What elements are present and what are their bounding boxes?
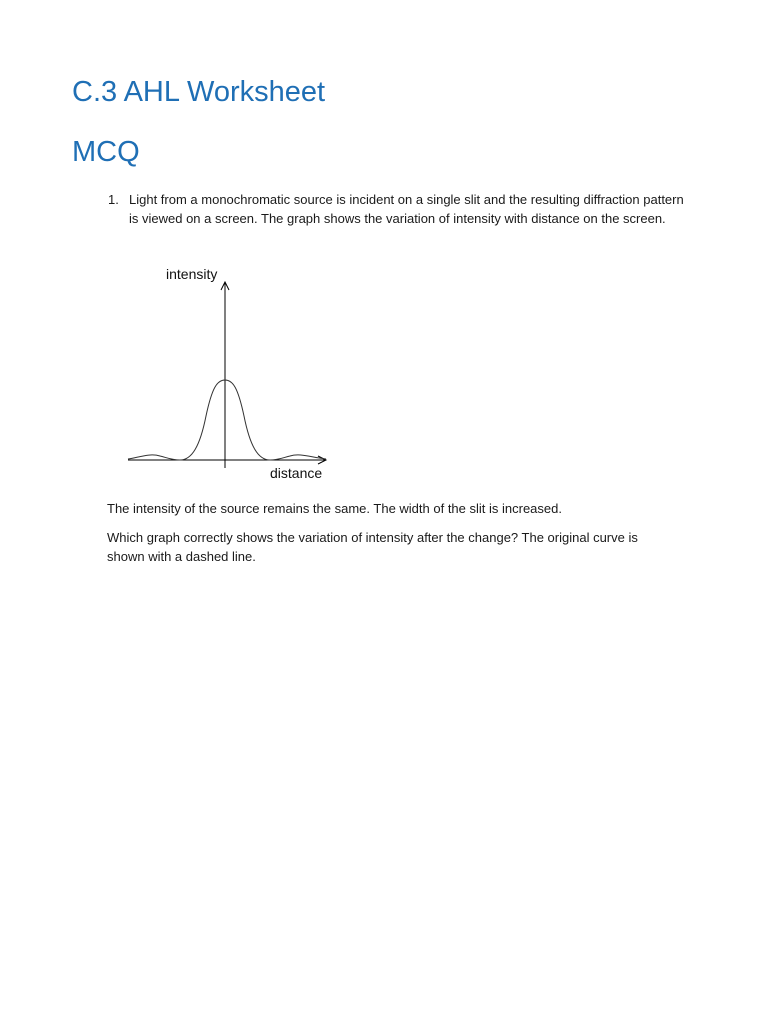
y-axis-label: intensity (166, 266, 218, 282)
question-1 (108, 191, 688, 228)
intensity-curve (128, 380, 326, 460)
diffraction-intensity-graph (120, 258, 340, 488)
section-heading-mcq: MCQ (72, 136, 140, 168)
question-prompt: Which graph correctly shows the variation of intensity after the change? The original curve is shown with a dashed line. (107, 530, 638, 564)
question-statement: The intensity of the source remains the same. The width of the slit is increased. (107, 501, 562, 516)
page-title: C.3 AHL Worksheet (72, 76, 326, 108)
x-axis-label: distance (270, 465, 323, 481)
question-number: 1. (108, 192, 119, 207)
question-text: Light from a monochromatic source is incident on a single slit and the resulting diffraction pattern is viewed on a screen. The graph shows the variation of intensity with distance on the screen. (129, 192, 684, 226)
